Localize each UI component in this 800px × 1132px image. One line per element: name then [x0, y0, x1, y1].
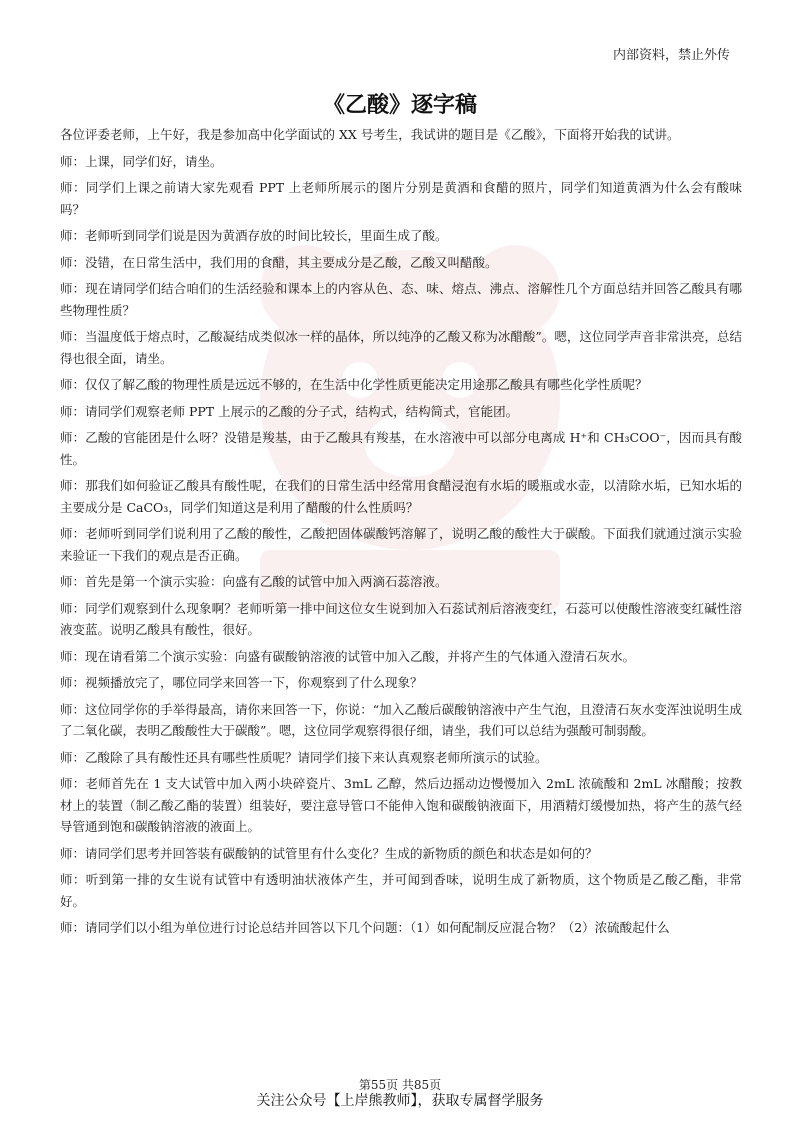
paragraph: 师：请同学们观察老师 PPT 上展示的乙酸的分子式，结构式，结构简式，官能团。 — [60, 403, 519, 419]
paragraph: 师：现在请同学们结合咱们的生活经验和课本上的内容从色、态、味、熔点、沸点、溶解性几个方面总结并回答乙酸具有哪些物理性质？ — [60, 281, 742, 318]
paragraph: 师：没错，在日常生活中，我们用的食醋，其主要成分是乙酸，乙酸又叫醋酸。 — [60, 254, 498, 270]
page-number: 第55页 共85页 — [358, 1078, 442, 1092]
paragraph: 师：老师首先在 1 支大试管中加入两小块碎瓷片、3mL 乙醇，然后边摇动边慢慢加入 2mL 浓硫酸和 2mL 冰醋酸；按教材上的装置（制乙酸乙酯的装置）组装好，要注意导管口不能伸入饱和碳酸钠液面下，用酒精灯缓慢加热，将产生的蒸气经导管通到饱和碳酸钠溶液的液面上。 — [60, 776, 742, 834]
footer-promo: 关注公众号【上岸熊教师】，获取专属督学服务 — [256, 1093, 544, 1109]
paragraph: 师：当温度低于熔点时，乙酸凝结成类似冰一样的晶体，所以纯净的乙酸又称为冰醋酸”。嗯，这位同学声音非常洪亮，总结得也很全面，请坐。 — [60, 329, 742, 366]
confidential-note: 内部资料，禁止外传 — [612, 48, 730, 63]
paragraph: 师：上课，同学们好，请坐。 — [60, 153, 223, 169]
paragraph: 师：听到第一排的女生说有试管中有透明油状液体产生，并可闻到香味，说明生成了新物质，这个物质是乙酸乙酯，非常好。 — [60, 872, 742, 909]
paragraph: 师：老师听到同学们说利用了乙酸的酸性，乙酸把固体碳酸钙溶解了，说明乙酸的酸性大于碳酸。下面我们就通过演示实验来验证一下我们的观点是否正确。 — [60, 526, 742, 563]
paragraph: 师：请同学们思考并回答装有碳酸钠的试管里有什么变化？生成的新物质的颜色和状态是如何的？ — [60, 845, 598, 861]
paragraph: 各位评委老师，上午好，我是参加高中化学面试的 XX 号考生，我试讲的题目是《乙酸》，下面将开始我的试讲。 — [60, 127, 680, 142]
paragraph: 师：首先是第一个演示实验：向盛有乙酸的试管中加入两滴石蕊溶液。 — [60, 574, 448, 589]
paragraph: 师：这位同学你的手举得最高，请你来回答一下，你说：“加入乙酸后碳酸钠溶液中产生气泡，且澄清石灰水变浑浊说明生成了二氧化碳，表明乙酸酸性大于碳酸”。嗯，这位同学观察得很仔细，请坐，我们可以总结为强酸可制弱酸。 — [60, 701, 742, 738]
paragraph: 师：乙酸的官能团是什么呀？没错是羧基，由于乙酸具有羧基，在水溶液中可以部分电离成 H⁺和 CH₃COO⁻，因而具有酸性。 — [60, 430, 742, 467]
paragraph: 师：同学们观察到什么现象啊？老师听第一排中间这位女生说到加入石蕊试剂后溶液变红，石蕊可以使酸性溶液变红碱性溶液变蓝。说明乙酸具有酸性，很好。 — [60, 600, 742, 637]
transcript-body — [60, 124, 742, 944]
document-title: 《乙酸》逐字稿 — [322, 92, 477, 118]
paragraph: 师：视频播放完了，哪位同学来回答一下，你观察到了什么现象？ — [60, 675, 423, 690]
paragraph: 师：乙酸除了具有酸性还具有哪些性质呢？请同学们接下来认真观察老师所演示的试验。 — [60, 749, 548, 765]
paragraph: 师：老师听到同学们说是因为黄酒存放的时间比较长，里面生成了酸。 — [60, 228, 448, 243]
paragraph: 师：请同学们以小组为单位进行讨论总结并回答以下几个问题：（1）如何配制反应混合物？（2）浓硫酸起什么 — [60, 920, 670, 935]
paragraph: 师：仅仅了解乙酸的物理性质是远远不够的，在生活中化学性质更能决定用途那乙酸具有哪些化学性质呢？ — [60, 377, 648, 392]
paragraph: 师：同学们上课之前请大家先观看 PPT 上老师所展示的图片分别是黄酒和食醋的照片，同学们知道黄酒为什么会有酸味吗？ — [60, 180, 742, 217]
paragraph: 师：现在请看第二个演示实验：向盛有碳酸钠溶液的试管中加入乙酸，并将产生的气体通入澄清石灰水。 — [60, 648, 636, 664]
paragraph: 师：那我们如何验证乙酸具有酸性呢，在我们的日常生活中经常用食醋浸泡有水垢的暖瓶或水壶，以清除水垢，已知水垢的主要成分是 CaCO₃，同学们知道这是利用了醋酸的什么性质吗？ — [60, 478, 742, 515]
